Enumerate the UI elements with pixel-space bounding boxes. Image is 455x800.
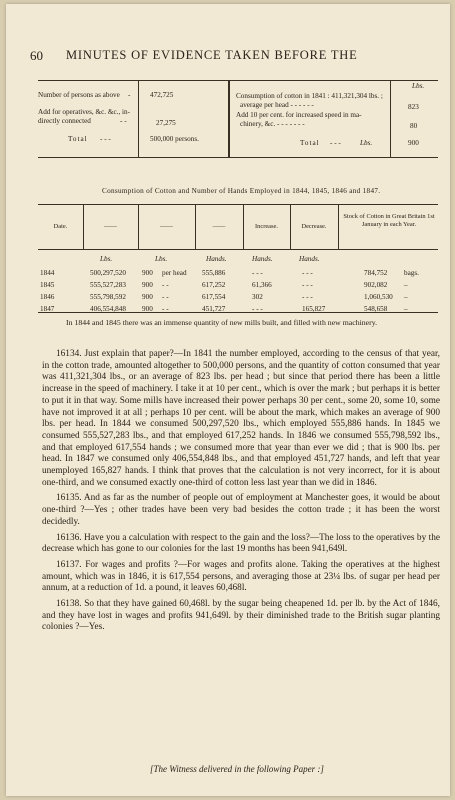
table-cell: 80 xyxy=(410,122,418,130)
table-cell: - - - xyxy=(302,269,313,277)
table-cell: 302 xyxy=(252,293,263,301)
table-cell: 500,297,520 xyxy=(90,269,126,277)
table-cell: 900 xyxy=(142,293,153,301)
running-title: MINUTES OF EVIDENCE TAKEN BEFORE THE xyxy=(66,48,358,62)
table-cell: 555,527,283 xyxy=(90,281,126,289)
table-cell: - - xyxy=(162,305,169,313)
persons-consumption-table xyxy=(38,80,438,158)
table-cell: - - - xyxy=(302,281,313,289)
table-cell: 1,060,530 xyxy=(364,293,393,301)
table-cell: - - - xyxy=(330,139,341,147)
table-rule xyxy=(338,205,339,249)
table-cell: 406,554,848 xyxy=(90,305,126,313)
table-cell: 555,798,592 xyxy=(90,293,126,301)
evidence-text xyxy=(42,349,440,638)
paragraph: 16134. Just explain that paper?—In 1841 the number employed, according to the census of that year, in the cotton trade, amounted altogether to 500,000 persons, and the quantity of cotton consumed that year was 411,321,304 lbs., or an average of 823 lbs. per head ; but since that period there has been a little increase in the speed of machinery. I take it at 10 per cent., which is over the mark ; but perhaps it is better to put it in that way. Some mills have increased their power perhaps 30 per cent., some 20, some 10, some have not improved it at all ; perhaps 10 per cent. will be about the mark, which makes an average of 900 lbs. per head. In 1844 we consumed 500,297,520 lbs., which employed 555,886 hands. In 1845 we consumed 555,527,283 lbs., and that employed 617,252 hands. In 1846 we consumed 555,798,592 lbs., and that employed 617,554 hands ; we consumed more that year than ever we did ; that is 900 lbs. per head. In 1847 we consumed only 406,554,848 lbs., and that employed 451,727 hands, and left that year unemployed 165,827 hands. I think that proves that the calculation is not very incorrect, for it is about one-third, and we consumed exactly one-third of cotton less last year than we did in 1846. xyxy=(42,349,440,488)
table-cell: Add for operatives, &c. &c., in- xyxy=(38,108,131,116)
table-cell: Add 10 per cent. for increased speed in ma- xyxy=(236,111,362,119)
table-cell: - - - xyxy=(252,305,263,313)
table-cell: - - - xyxy=(252,269,263,277)
column-header: —— xyxy=(212,223,226,230)
table-cell: – xyxy=(404,305,408,313)
document-page xyxy=(6,4,450,796)
table-cell: 900 xyxy=(142,305,153,313)
table-cell: 902,082 xyxy=(364,281,388,289)
table-cell: 472,725 xyxy=(150,91,174,99)
table-cell: 548,658 xyxy=(364,305,388,313)
table-rule xyxy=(390,81,391,157)
table-cell: 617,554 xyxy=(202,293,226,301)
table-cell: 1847 xyxy=(40,305,55,313)
column-header: —— xyxy=(104,223,117,230)
table-rule xyxy=(38,249,438,250)
table-cell: 900 xyxy=(142,269,153,277)
unit-label: Hands. xyxy=(252,255,273,263)
table-cell: 1844 xyxy=(40,269,55,277)
table-cell: 900 xyxy=(142,281,153,289)
unit-label: Hands. xyxy=(206,255,227,263)
table-cell: 27,275 xyxy=(156,119,176,127)
unit-label: Lbs. xyxy=(155,255,168,263)
table-cell: chinery, &c. - - - - - - - xyxy=(240,120,305,128)
table-cell: 1846 xyxy=(40,293,55,301)
table-cell: 555,886 xyxy=(202,269,226,277)
table-caption: Consumption of Cotton and Number of Hands Employed in 1844, 1845, 1846 and 1847. xyxy=(102,187,381,195)
table-cell: 1845 xyxy=(40,281,55,289)
table-cell: Lbs. xyxy=(360,139,373,147)
table-cell: 500,000 persons. xyxy=(150,135,199,143)
consumption-hands-table xyxy=(38,204,438,313)
paragraph: 16138. So that they have gained 60,468l. by the sugar being cheapened 1d. per lb. by the Act of 1846, and they have lost in wages and profits 941,649l. by their diminished trade to the British sugar planting colonies ?—Yes. xyxy=(42,599,440,633)
table-cell: - - - xyxy=(100,135,111,143)
table-cell: directly connected xyxy=(38,117,91,125)
table-cell: 900 xyxy=(408,139,419,147)
column-header: Stock of Cotton in Great Britain 1st January in each Year. xyxy=(343,213,435,228)
table-cell: 165,827 xyxy=(302,305,326,313)
table-rule xyxy=(138,81,139,157)
paragraph: 16136. Have you a calculation with respect to the gain and the loss?—The loss to the operatives by the decrease which has gone to our colonies for the last 19 months has been 941,649l. xyxy=(42,532,440,555)
table-cell: 823 xyxy=(408,103,419,111)
table-cell: - - xyxy=(162,293,169,301)
column-header: Date. xyxy=(53,223,68,230)
table-cell: – xyxy=(404,281,408,289)
table-cell: 784,752 xyxy=(364,269,388,277)
table-cell: Lbs. xyxy=(412,82,425,90)
table-cell: - - xyxy=(120,117,127,125)
table-cell: Consumption of cotton in 1841 : 411,321,304 lbs. ; xyxy=(236,92,383,100)
table-cell: – xyxy=(404,293,408,301)
table-cell: - - xyxy=(162,281,169,289)
column-header: Increase. xyxy=(255,223,278,230)
unit-label: Lbs. xyxy=(100,255,113,263)
table-cell: average per head - - - - - - xyxy=(240,101,314,109)
table-cell: - xyxy=(128,91,131,99)
table-cell: Total xyxy=(300,139,320,147)
table-cell: per head xyxy=(162,269,187,277)
paragraph: 16135. And as far as the number of people out of employment at Manchester goes, it would be about one-third ?—Yes ; other trades have been very bad besides the cotton trade ; it has been the worst decidedly. xyxy=(42,493,440,527)
column-header: Decrease. xyxy=(301,223,327,230)
page-number: 60 xyxy=(30,48,43,63)
table-cell: Total xyxy=(68,135,88,143)
column-header: —— xyxy=(160,223,173,230)
unit-label: Hands. xyxy=(299,255,320,263)
paper-note: [The Witness delivered in the following Paper :] xyxy=(150,764,324,774)
table-cell: bags. xyxy=(404,269,419,277)
table-cell: - - - xyxy=(302,293,313,301)
table-cell: Number of persons as above xyxy=(38,91,120,99)
table-footnote: In 1844 and 1845 there was an immense quantity of new mills built, and filled with new machinery. xyxy=(66,318,378,327)
table-cell: 61,366 xyxy=(252,281,272,289)
table-cell: 617,252 xyxy=(202,281,226,289)
paragraph: 16137. For wages and profits ?—For wages and profits alone. Taking the operatives at the highest amount, which was in 1846, it is 617,554 persons, and averaging those at 23¼ lbs. of sugar per head per annum, at a reduction of 1d. a pound, it leaves 60,468l. xyxy=(42,559,440,594)
table-rule xyxy=(228,81,230,157)
table-cell: 451,727 xyxy=(202,305,226,313)
